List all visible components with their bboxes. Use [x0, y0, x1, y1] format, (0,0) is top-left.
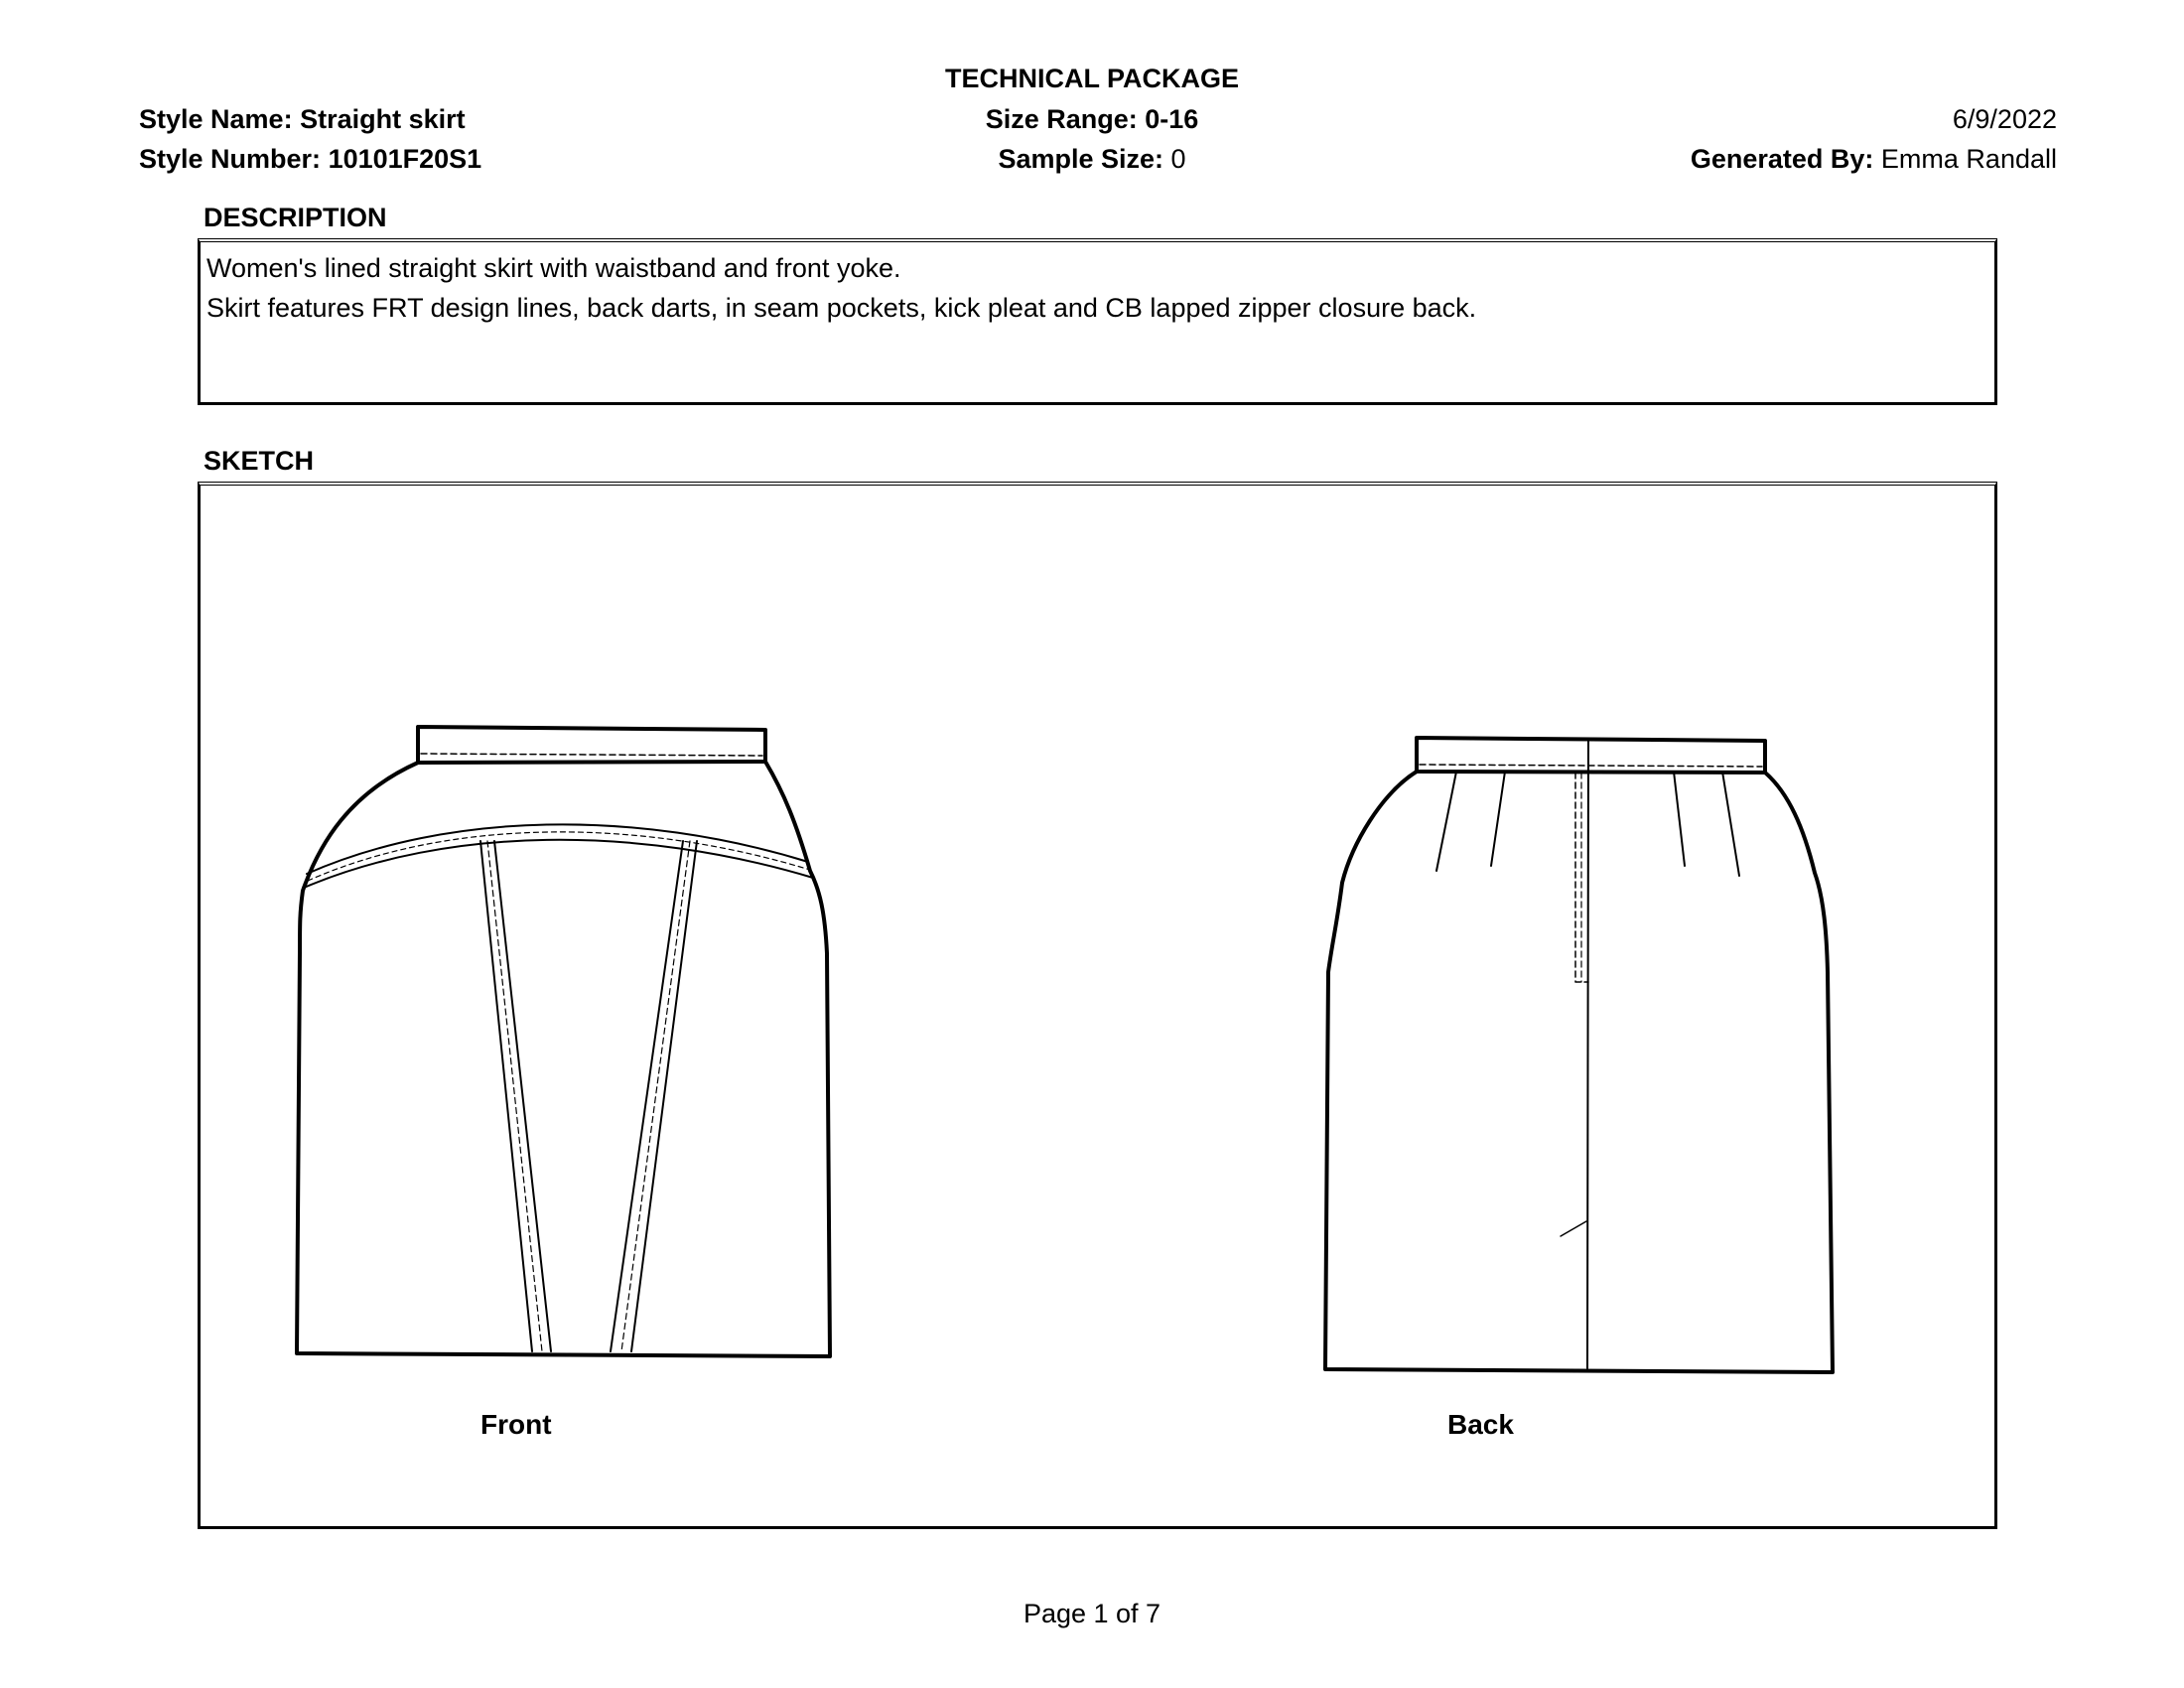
front-waistband	[418, 727, 765, 763]
back-dart-2	[1491, 772, 1505, 866]
style-number-label: Style Number:	[139, 144, 322, 174]
description-line-1: Women's lined straight skirt with waistband and front yoke.	[206, 253, 901, 283]
size-range	[0, 102, 2184, 136]
front-view-label: Front	[480, 1409, 552, 1440]
back-dart-3	[1674, 772, 1685, 866]
style-number-value: 10101F20S1	[328, 144, 482, 174]
back-body-outline	[1325, 772, 1833, 1372]
size-range-label: Size Range:	[985, 104, 1138, 134]
back-waistband	[1417, 738, 1765, 773]
back-kick-pleat	[1561, 1221, 1586, 1236]
skirt-front-sketch	[297, 727, 830, 1356]
sample-size-label: Sample Size:	[998, 144, 1163, 174]
document-title: TECHNICAL PACKAGE	[944, 64, 1239, 93]
back-dart-4	[1722, 772, 1739, 876]
front-left-panel-line-inner	[494, 841, 551, 1351]
description-line-2: Skirt features FRT design lines, back darts, in seam pockets, kick pleat and CB lapped zipper closure back.	[206, 293, 1477, 323]
sketch-heading: SKETCH	[204, 446, 315, 476]
front-left-panel-line-outer	[480, 841, 532, 1351]
size-range-value: 0-16	[1145, 104, 1199, 134]
page-number: Page 1 of 7	[1023, 1599, 1161, 1628]
style-name-label: Style Name:	[139, 104, 293, 134]
generated-by-value: Emma Randall	[1880, 144, 2057, 174]
generated-by	[1691, 142, 2057, 176]
style-name-value: Straight skirt	[300, 104, 466, 134]
back-view-label: Back	[1447, 1409, 1514, 1440]
description-box	[198, 238, 1997, 405]
skirt-sketch-drawing	[201, 486, 1994, 1527]
generated-by-label: Generated By:	[1690, 144, 1874, 174]
sample-size-value: 0	[1170, 144, 1186, 174]
back-waistband-stitch	[1420, 765, 1762, 767]
front-right-panel-line-inner	[611, 841, 683, 1351]
back-dart-1	[1436, 772, 1456, 871]
front-right-panel-stitch	[621, 841, 690, 1351]
front-waistband-stitch	[421, 754, 762, 756]
back-center-seam	[1587, 739, 1588, 1368]
front-body-outline	[297, 762, 830, 1356]
description-heading: DESCRIPTION	[204, 203, 387, 232]
sketch-box	[198, 482, 1997, 1529]
front-left-panel-stitch	[487, 841, 542, 1351]
document-date: 6/9/2022	[1952, 104, 2057, 134]
skirt-back-sketch	[1325, 738, 1833, 1372]
front-yoke-seam-upper	[307, 824, 808, 874]
front-right-panel-line-outer	[631, 841, 697, 1351]
